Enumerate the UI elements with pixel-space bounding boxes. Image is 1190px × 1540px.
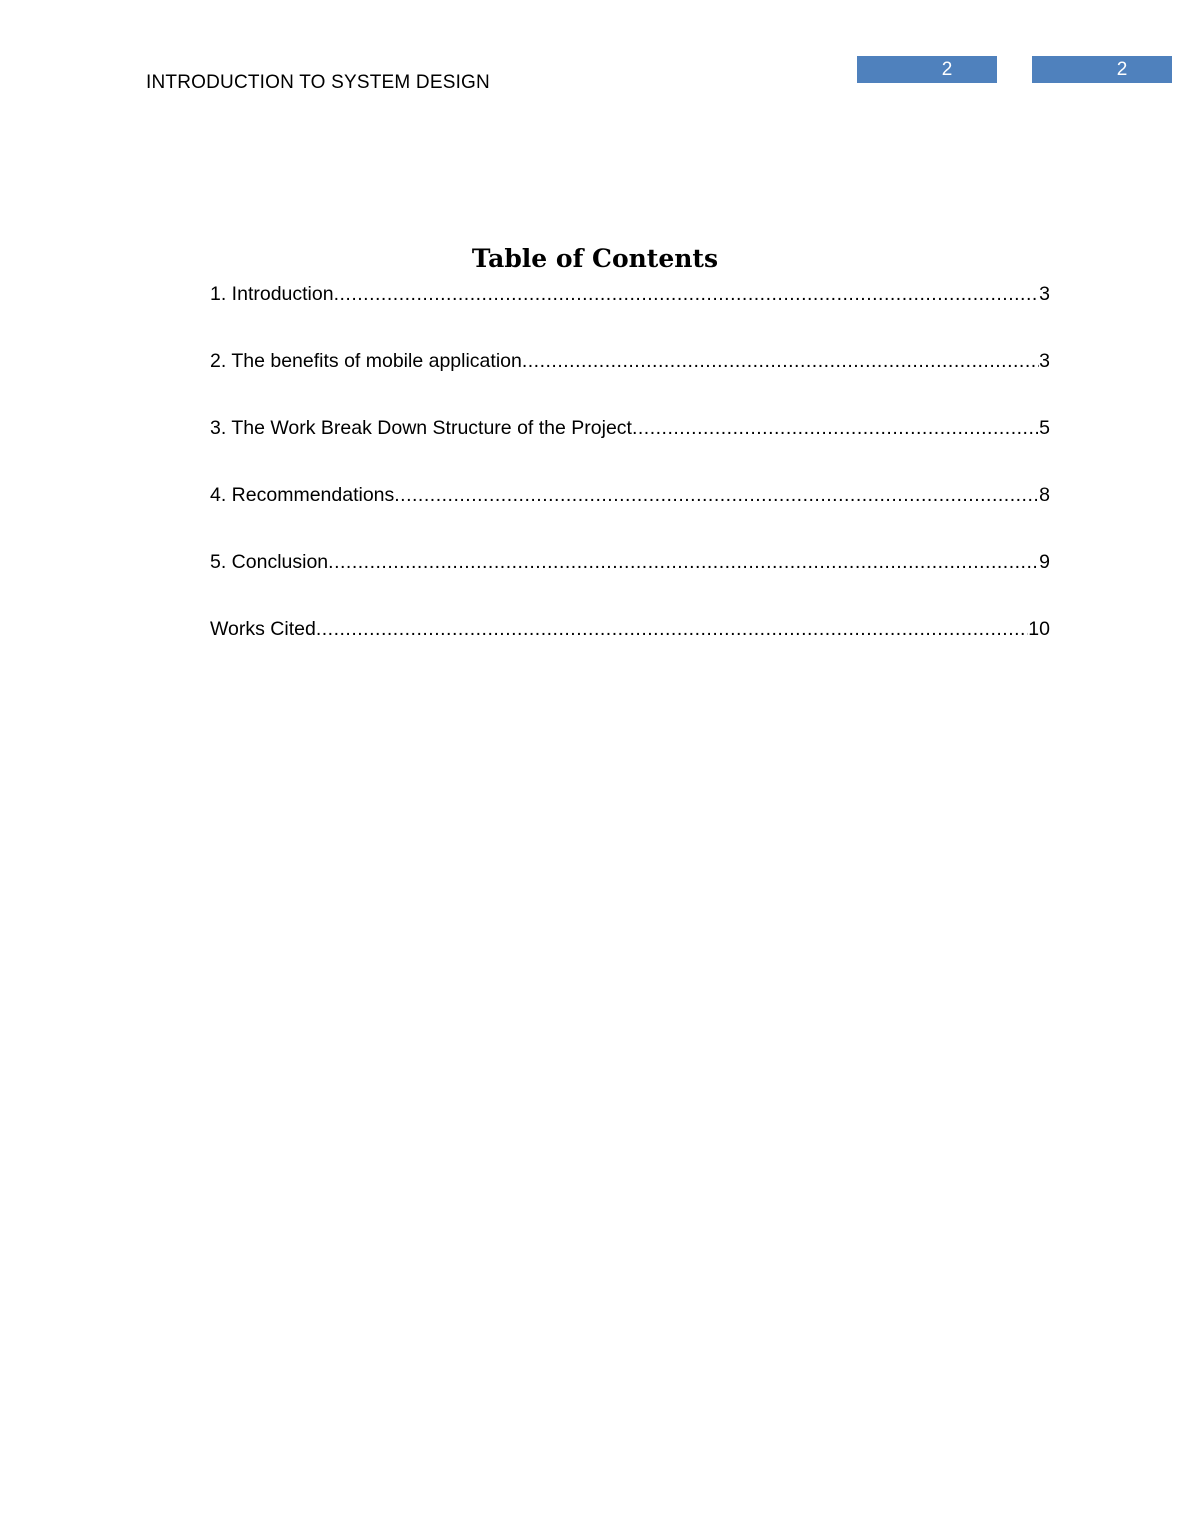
toc-dot-leader	[334, 282, 1040, 306]
page-number-box	[857, 56, 997, 83]
page-number-box	[1032, 56, 1172, 83]
toc-entry-recommendations[interactable]	[210, 483, 1050, 550]
table-of-contents	[210, 282, 1050, 684]
toc-entry-label: 5. Conclusion	[210, 551, 329, 573]
toc-entry-page: 9	[1039, 551, 1050, 573]
running-header-title: INTRODUCTION TO SYSTEM DESIGN	[146, 72, 490, 93]
toc-dot-leader	[328, 550, 1039, 574]
toc-entry-works-cited[interactable]	[210, 617, 1050, 684]
toc-entry-page: 3	[1039, 283, 1050, 305]
toc-dot-leader	[316, 617, 1028, 641]
toc-entry-benefits[interactable]	[210, 349, 1050, 416]
toc-entry-page: 8	[1039, 484, 1050, 506]
toc-dot-leader	[632, 416, 1039, 440]
toc-entry-label: 4. Recommendations	[210, 484, 395, 506]
toc-entry-label: 1. Introduction	[210, 283, 334, 305]
toc-entry-conclusion[interactable]	[210, 550, 1050, 617]
page-number: 2	[1116, 59, 1128, 80]
toc-entry-work-breakdown[interactable]	[210, 416, 1050, 483]
toc-entry-page: 10	[1028, 618, 1050, 640]
toc-entry-label: Works Cited	[210, 618, 316, 640]
toc-entry-introduction[interactable]	[210, 282, 1050, 349]
toc-entry-page: 5	[1039, 417, 1050, 439]
page-number: 2	[941, 59, 953, 80]
toc-heading: Table of Contents	[471, 244, 719, 273]
toc-dot-leader	[394, 483, 1039, 507]
toc-dot-leader	[522, 349, 1039, 373]
toc-entry-label: 2. The benefits of mobile application	[210, 350, 522, 372]
toc-entry-label: 3. The Work Break Down Structure of the Project	[210, 417, 632, 439]
toc-entry-page: 3	[1039, 350, 1050, 372]
